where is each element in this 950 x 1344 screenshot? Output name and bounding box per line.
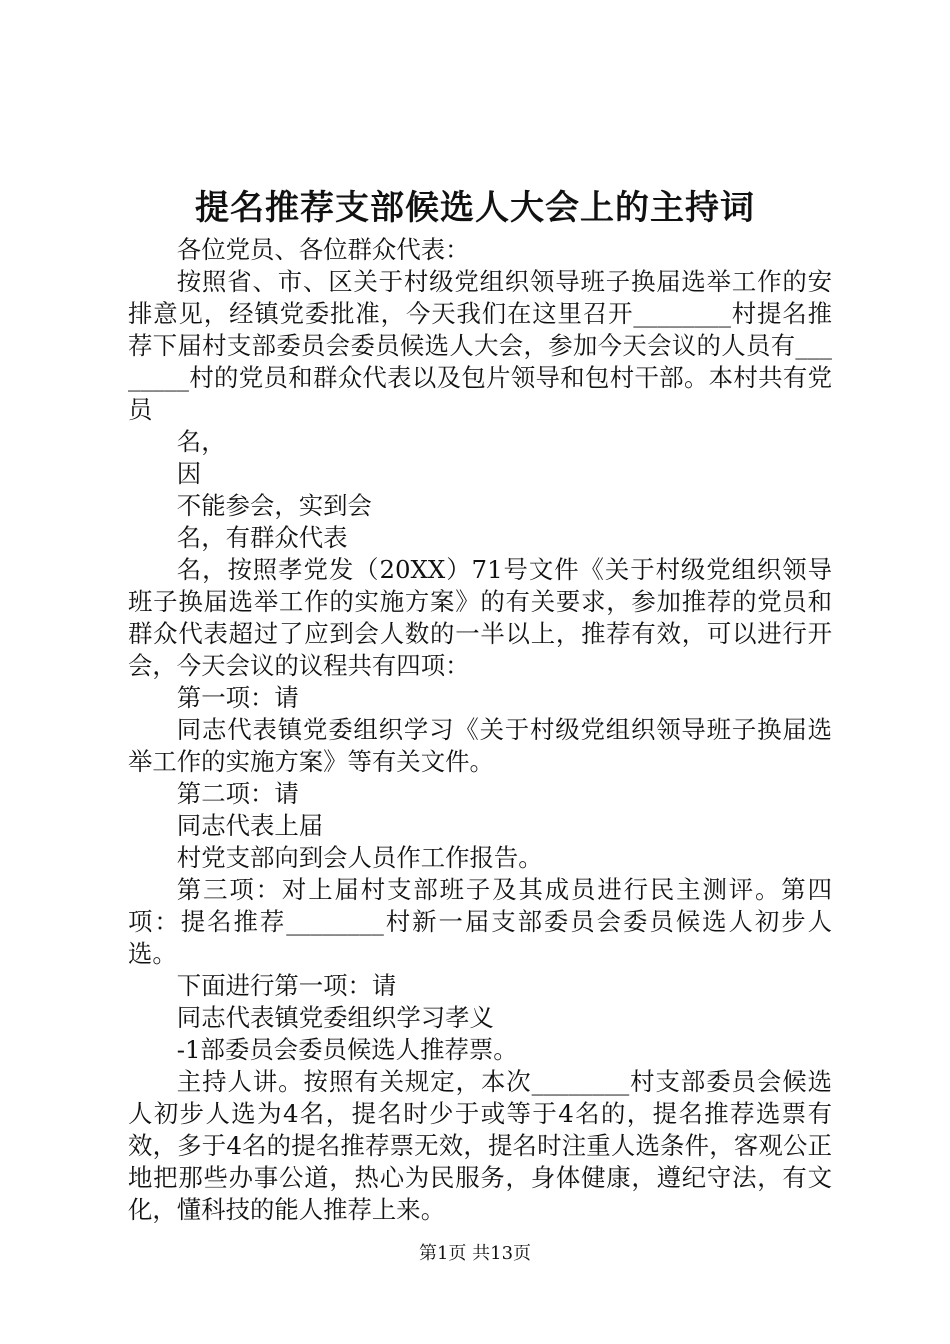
- paragraph-proceed-detail: 同志代表镇党委组织学习孝义: [176, 1003, 494, 1032]
- paragraph-item-one: 第一项：请: [176, 683, 299, 712]
- paragraph-item-one-detail: 同志代表镇党委组织学习《关于村级党组织领导班子换届选举工作的实施方案》等有关文件。: [128, 715, 832, 776]
- paragraph-item-two-detail: 同志代表上届: [176, 811, 324, 840]
- document-body: [128, 234, 832, 1226]
- paragraph-ballot: -1部委员会委员候选人推荐票。: [176, 1035, 518, 1064]
- paragraph-proceed: 下面进行第一项：请: [176, 971, 397, 1000]
- paragraph-fragment: 不能参会，实到会: [176, 491, 372, 520]
- paragraph-agenda-intro: 名，按照孝党发（20XX）71号文件《关于村级党组织领导班子换届选举工作的实施方案》的有关要求，参加推荐的党员和群众代表超过了应到会人数的一半以上，推荐有效，可以进行开会，今天会议的议程共有四项：: [128, 555, 832, 680]
- paragraph-salutation: 各位党员、各位群众代表：: [176, 235, 470, 264]
- paragraph-fragment: 名，: [176, 427, 226, 456]
- paragraph-item-two-report: 村党支部向到会人员作工作报告。: [176, 843, 543, 872]
- paragraph-rules: 主持人讲。按照有关规定，本次________村支部委员会候选人初步人选为4名，提名时少于或等于4名的，提名推荐选票有效，多于4名的提名推荐票无效，提名时注重人选条件，客观公正地把那些办事公道，热心为民服务，身体健康，遵纪守法，有文化，懂科技的能人推荐上来。: [128, 1067, 832, 1224]
- document-title: 提名推荐支部候选人大会上的主持词: [195, 188, 755, 228]
- paragraph-intro: 按照省、市、区关于村级党组织领导班子换届选举工作的安排意见，经镇党委批准，今天我们在这里召开________村提名推荐下届村支部委员会委员候选人大会，参加今天会议的人员有________村的党员和群众代表以及包片领导和包村干部。本村共有党员: [128, 267, 832, 424]
- paragraph-item-two: 第二项：请: [176, 779, 299, 808]
- page-footer: 第1页 共13页: [418, 1243, 532, 1264]
- paragraph-fragment: 因: [176, 459, 202, 488]
- paragraph-fragment: 名，有群众代表: [176, 523, 348, 552]
- paragraph-item-three-four: 第三项：对上届村支部班子及其成员进行民主测评。第四项：提名推荐________村新一届支部委员会委员候选人初步人选。: [128, 875, 832, 968]
